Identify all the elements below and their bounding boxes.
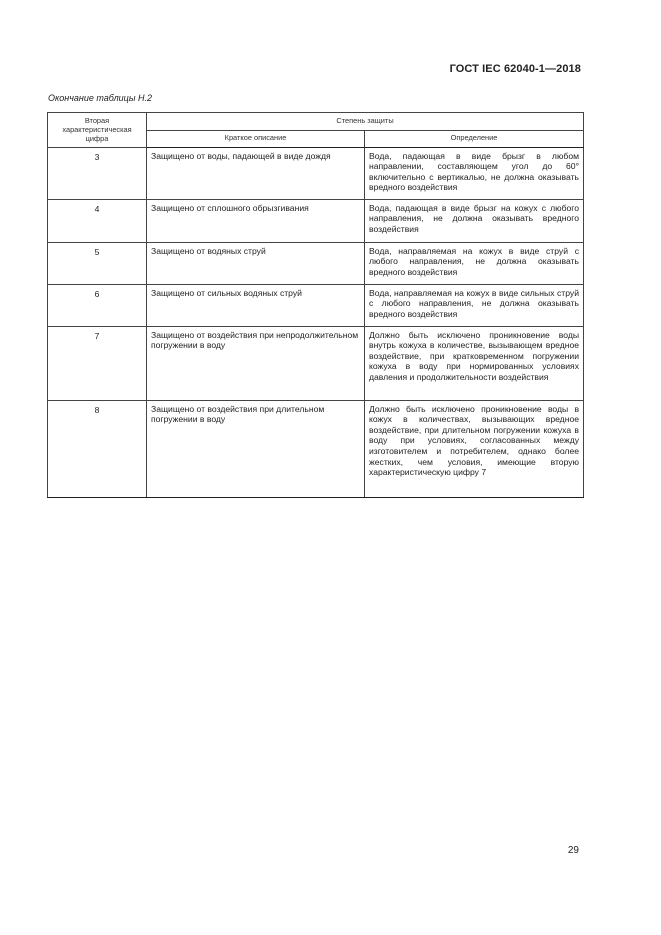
definition-cell: Вода, падающая в виде брызг на кожух с любого направления, не должна оказывать вредного воздействия	[365, 199, 584, 242]
definition-cell: Должно быть исключено проникновение воды внутрь кожуха в количестве, вызывающем вредное воздействие, при кратковременном погружении кожуха в воду при нормированных условиях давления и продолжительности воздействия	[365, 326, 584, 400]
protection-degree-table	[47, 112, 584, 498]
definition-cell: Вода, направляемая на кожух в виде сильных струй с любого направления, не должна оказывать вредного воздействия	[365, 284, 584, 326]
table-row	[48, 147, 584, 199]
short-description-cell: Защищено от воздействия при непродолжительном погружении в воду	[147, 326, 365, 400]
short-description-cell: Защищено от сильных водяных струй	[147, 284, 365, 326]
digit-cell: 4	[48, 199, 147, 242]
document-code: ГОСТ IEC 62040-1—2018	[449, 63, 581, 75]
short-description-cell: Защищено от воды, падающей в виде дождя	[147, 147, 365, 199]
table-row	[48, 242, 584, 284]
page-number: 29	[567, 845, 579, 856]
header-second-digit: Вторая характеристическая цифра	[48, 113, 147, 148]
digit-cell: 8	[48, 400, 147, 497]
short-description-cell: Защищено от сплошного обрызгивания	[147, 199, 365, 242]
table-row	[48, 199, 584, 242]
definition-cell: Вода, направляемая на кожух в виде струй с любого направления, не должна оказывать вредного воздействия	[365, 242, 584, 284]
digit-cell: 5	[48, 242, 147, 284]
digit-cell: 7	[48, 326, 147, 400]
table-row	[48, 326, 584, 400]
header-definition: Определение	[365, 131, 584, 147]
table-row	[48, 284, 584, 326]
short-description-cell: Защищено от воздействия при длительном погружении в воду	[147, 400, 365, 497]
header-protection-degree: Степень защиты	[147, 113, 584, 131]
short-description-cell: Защищено от водяных струй	[147, 242, 365, 284]
header-short-description: Краткое описание	[147, 131, 365, 147]
digit-cell: 6	[48, 284, 147, 326]
definition-cell: Должно быть исключено проникновение воды в кожух в количествах, вызывающих вредное воздействие, при длительном погружении кожуха в воду при условиях, согласованных между изготовителем и потребителем, однако более жестких, чем условия, имеющие вторую характеристическую цифру 7	[365, 400, 584, 497]
table-caption: Окончание таблицы Н.2	[48, 93, 152, 103]
definition-cell: Вода, падающая в виде брызг в любом направлении, составляющем угол до 60° включительно с вертикалью, не должна оказывать вредного воздействия	[365, 147, 584, 199]
digit-cell: 3	[48, 147, 147, 199]
table-row	[48, 400, 584, 497]
